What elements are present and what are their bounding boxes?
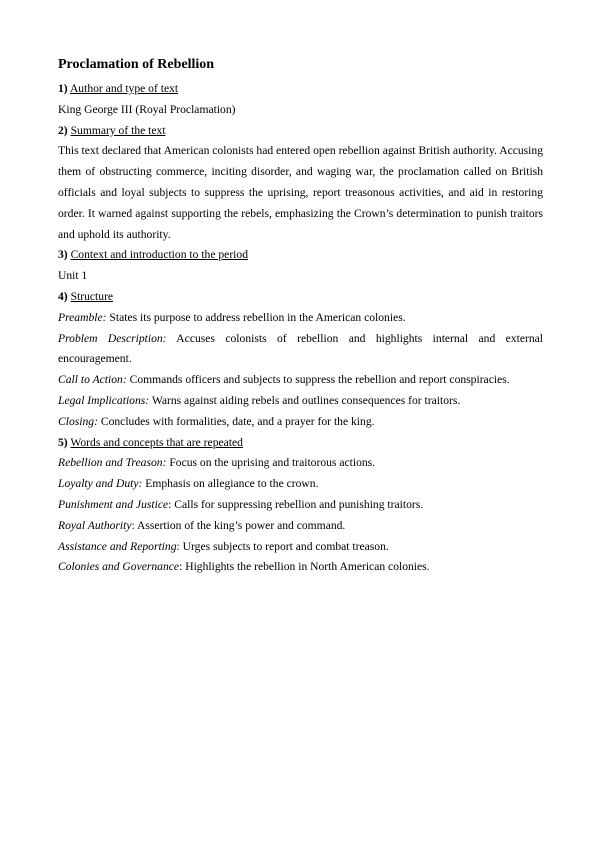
concept-desc: : Urges subjects to report and combat treason. <box>176 539 389 553</box>
structure-term: Legal Implications: <box>58 393 150 407</box>
document-page <box>58 55 543 578</box>
concept-term: Assistance and Reporting <box>58 539 177 553</box>
concept-item-colonies-governance <box>58 557 543 578</box>
context-text: Unit 1 <box>58 269 88 283</box>
concept-term: Punishment and Justice <box>58 497 169 511</box>
summary-paragraph: This text declared that American colonists had entered open rebellion against British authority. Accusing them of obstructing commerce, inciting disorder, and waging war, the proclamation called on British officials and loyal subjects to suppress the uprising, report treasonous activities, and aid in restoring order. It warned against supporting the rebels, emphasizing the Crown’s determination to punish traitors and uphold its authority. <box>58 144 543 241</box>
section-2-label: Summary of the text <box>70 123 166 137</box>
concept-term: Royal Authority <box>58 518 132 532</box>
concept-term: Loyalty and Duty: <box>58 477 143 491</box>
structure-term: Closing: <box>58 414 98 428</box>
document-title: Proclamation of Rebellion <box>58 57 215 72</box>
concept-term: Colonies and Governance <box>58 560 180 574</box>
structure-term: Problem Description: <box>58 331 167 345</box>
concept-desc: : Assertion of the king’s power and command. <box>131 518 346 532</box>
concept-item-rebellion-treason <box>58 453 543 474</box>
concept-item-assistance-reporting <box>58 537 543 558</box>
concept-desc: : Calls for suppressing rebellion and punishing traitors. <box>168 497 424 511</box>
section-5-number: 5) <box>58 435 68 449</box>
structure-term: Call to Action: <box>58 373 127 387</box>
structure-item-call-to-action <box>58 370 543 391</box>
section-2-heading <box>58 121 543 142</box>
author-text: King George III (Royal Proclamation) <box>58 102 236 116</box>
structure-item-legal-implications <box>58 391 543 412</box>
concept-item-royal-authority <box>58 516 543 537</box>
structure-desc: Accuses colonists of rebellion and highlights internal and external encouragement. <box>58 331 543 366</box>
section-3-heading <box>58 245 543 266</box>
section-2-number: 2) <box>58 123 68 137</box>
section-4-label: Structure <box>70 289 114 303</box>
concept-desc: Focus on the uprising and traitorous actions. <box>166 456 376 470</box>
structure-item-closing <box>58 412 543 433</box>
section-5-heading <box>58 433 543 454</box>
structure-term: Preamble: <box>58 310 107 324</box>
concept-desc: Emphasis on allegiance to the crown. <box>142 477 319 491</box>
section-4-number: 4) <box>58 289 68 303</box>
section-1-number: 1) <box>58 82 68 95</box>
concept-term: Rebellion and Treason: <box>58 456 167 470</box>
section-3-label: Context and introduction to the period <box>70 248 248 262</box>
concept-item-punishment-justice <box>58 495 543 516</box>
concept-desc: : Highlights the rebellion in North American colonies. <box>179 560 430 574</box>
structure-item-problem-description <box>58 329 543 371</box>
structure-desc: Warns against aiding rebels and outlines consequences for traitors. <box>149 393 461 407</box>
section-5-label: Words and concepts that are repeated <box>70 435 243 449</box>
section-4-heading <box>58 287 543 308</box>
structure-desc: Commands officers and subjects to suppress the rebellion and report conspiracies. <box>126 373 510 387</box>
section-3-number: 3) <box>58 248 68 262</box>
concept-item-loyalty-duty <box>58 474 543 495</box>
structure-desc: States its purpose to address rebellion in the American colonies. <box>106 310 406 324</box>
section-1-heading <box>58 79 543 100</box>
structure-desc: Concludes with formalities, date, and a prayer for the king. <box>97 414 375 428</box>
structure-item-preamble <box>58 308 543 329</box>
section-1-label: Author and type of text <box>69 82 179 95</box>
